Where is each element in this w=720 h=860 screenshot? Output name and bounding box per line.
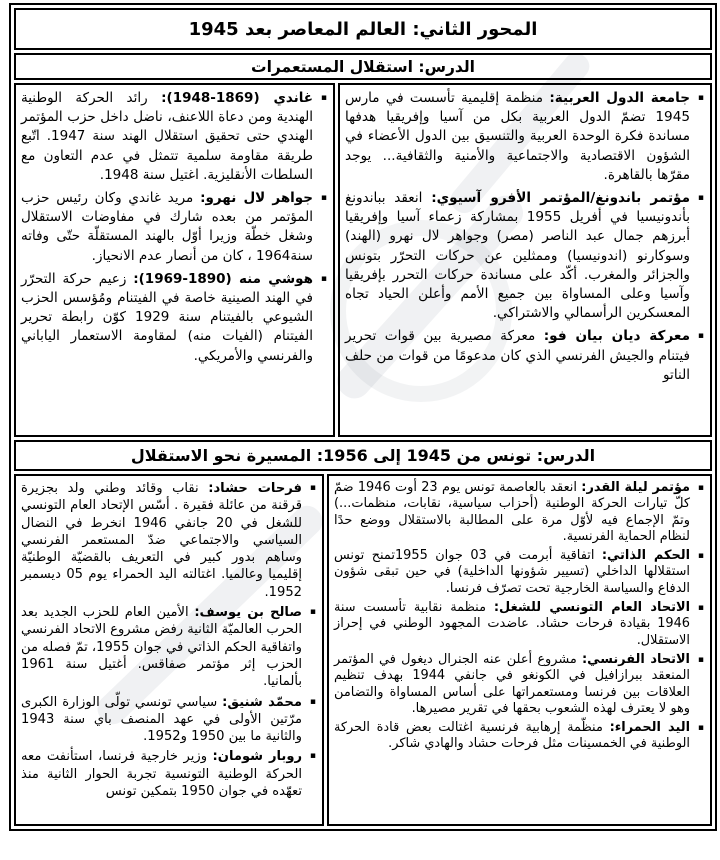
definition-text: نقاب وقائد وطني ولد بجزيرة قرقنة من عائلة فقيرة . أسّس الإتحاد العام التونسي للشغل في 20 جانفي 1946 انخرط في النضال السياسي والاجتماعي ضدّ المستعمر الفرنسي وساهم بدور كبير في التعريف بالقضيّة الوطنيّة إقليميا وعالميا. اغتالته اليد الحمراء يوم 05 ديسمبر 1952. [21,481,302,600]
bullet-icon: ▪ [309,751,316,762]
definition-item [334,480,705,545]
definition-term: معركة ديان بيان فو: [543,328,690,345]
definition-text: معركة مصيرية بين قوات تحرير فيتنام والجيش الفرنسي الذي كان مدعومًا من قوات من حلف الناتو [345,328,690,383]
bullet-icon: ▪ [309,483,316,493]
definition-item [21,89,328,185]
chapter-title: المحور الثاني: العالم المعاصر بعد 1945 [14,8,712,50]
lesson1-columns [14,83,712,437]
definition-term: روبار شومان: [212,749,302,765]
bullet-icon: ▪ [320,193,327,204]
definition-item [21,270,328,366]
definition-item [345,89,705,185]
definition-item [334,652,705,717]
definition-term: غاندي (‭1948-1869‬): [161,90,314,106]
definition-item [21,189,328,266]
definition-term: الحكم الذاتي: [601,548,691,564]
definition-item [21,480,317,601]
definition-term: جواهر لال نهرو: [200,190,313,207]
bullet-icon: ▪ [697,331,704,342]
definition-text: منظّمة إرهابية فرنسية اغتالت بعض قادة الحركة الوطنية في الخمسينات مثل فرحات حشاد والهادي شاكر. [334,720,690,752]
definition-text: انعقد بالعاصمة تونس يوم 23 أوت 1946 ضمّ كلّ تيارات الحركة الوطنية (أحزاب سياسية، نقابات، منظمات...) وتمّ الإجماع فيه لأوّل مرة على المطالبة بالاستقلال ووضع حدًا لنظام الحماية الفرنسية. [334,480,690,544]
definition-item [334,548,705,597]
bullet-icon: ▪ [697,93,704,103]
definition-item [21,748,317,800]
bullet-icon: ▪ [697,603,704,614]
definition-text: اتفاقية أبرمت في 03 جوان 1955تمنح تونس استقلالها الداخلي (تسيير شؤونها الداخلية) في حين تبقى شؤون الدفاع والسياسة الخارجية تحت تصرّف فرنسا. [334,548,690,596]
definition-term: محمّد شنيق: [222,694,302,710]
bullet-icon: ▪ [697,483,704,493]
definition-text: منظمة نقابية تأسست سنة 1946 بقيادة فرحات حشاد. عاضدت المجهود الوطني في إحراز الاستقلال. [334,600,690,648]
definition-text: انعقد بباندونغ بأندونيسيا في أفريل 1955 بمشاركة زعماء آسيا وإفريقيا أبرزهم جمال عبد الناصر (مصر) وجواهر لال نهرو (الهند) وسوكارنو (اندونيسيا) وممثلين عن حركات التحرّر بتونس والجزائر والمغرب. أكّد على مساندة حركات التحرر بإفريقيا وآسيا وعلى المساواة بين جميع الأمم وأعلن الحياد تجاه المعسكرين الرأسمالي والاشتراكي. [345,190,690,322]
bullet-icon: ▪ [697,193,704,204]
definition-item [334,600,705,649]
definition-term: هوشي منه (‭1969-1890‬): [133,270,314,287]
definition-term: الاتحاد العام التونسي للشغل: [493,600,690,616]
definition-term: مؤتمر باندونغ/المؤتمر الأفرو آسيوي: [431,190,690,207]
definition-term: فرحات حشاد: [208,481,302,496]
definition-item [21,694,317,746]
definition-term: جامعة الدول العربية: [549,90,690,106]
definition-text: سياسي تونسي تولّى الوزارة الكبرى مرّتين الأولى في عهد المنصف باي سنة 1943 والثانية ما بين 1950 و1952. [21,694,302,745]
definition-text: رائد الحركة الوطنية الهندية ومن دعاة اللاعنف، ناضل داخل حزب المؤتمر الهندي حتى تحقيق استقلال الهند سنة 1947. اتّبع طريقة مقاومة سلمية تتمثل في عدم التعاون مع السلطات الأنقليزية. اغتيل سنة 1948. [21,90,313,183]
lesson2-left-column [14,474,324,826]
lesson1-left-column [14,83,335,437]
lesson2-right-column [327,474,712,826]
lesson1-title: الدرس: استقلال المستعمرات [14,53,712,80]
bullet-icon: ▪ [309,607,316,618]
lesson2-columns [14,474,712,826]
definition-text: مريد غاندي وكان رئيس حزب المؤتمر من بعده شارك في مفاوضات الاستقلال وشغل خطّة وزيرا أوّل بالهند المستقلّة حتّى وفاته سنة1964 ، كان من أنصار عدم الانحياز. [21,190,313,264]
definition-text: منظمة إقليمية تأسست في مارس 1945 تضمّ الدول العربية بكل من آسيا وإفريقيا هدفها مساندة فكرة الوحدة العربية والتنسيق بين الدول الأعضاء في الشؤون الاقتصادية والاجتماعية والأمنية والثقافية... يوجد مقرّها بالقاهرة. [345,90,690,183]
definition-term: اليد الحمراء: [609,720,690,736]
definition-text: وزير خارجية فرنسا، استأنفت معه الحركة الوطنية التونسية تجربة الحوار الثانية منذ تعهّده في جوان 1950 بتمكين تونس [21,749,302,800]
bullet-icon: ▪ [320,273,327,284]
worksheet-table [9,3,717,831]
definition-text: مشروع أعلن عنه الجنرال ديغول في المؤتمر المنعقد ببرازافيل في الكونغو في جانفي 1944 بهدف تنظيم العلاقات بين فرنسا ومستعمراتها على أساس المساواة والتضامن وهو لا يعترف لهذه الشعوب بحقها في تقرير مصيرها. [334,651,690,716]
definition-text: الأمين العام للحزب الجديد بعد الحرب العالميّة الثانية رفض مشروع الاتحاد الفرنسي واتفاقية الحكم الذاتي في جوان 1955، تمّ فصله من الحزب إثر مؤتمر صفاقس. أغتيل سنة 1961 بألمانيا. [21,605,302,690]
definition-item [334,720,705,753]
bullet-icon: ▪ [697,723,704,734]
definition-item [345,327,705,385]
lesson2-title: الدرس: تونس من 1945 إلى 1956: المسيرة نحو الاستقلال [14,440,712,471]
bullet-icon: ▪ [697,551,704,562]
definition-item [345,189,705,323]
bullet-icon: ▪ [697,654,704,665]
definition-term: مؤتمر ليلة القدر: [581,480,691,495]
definition-text: زعيم حركة التحرّر في الهند الصينية خاصة في الفيتنام ومُؤسس الحزب الشيوعي بالفيتنام سنة 1929 كوّن رابطة تحرير الفيتنام (الفيات منه) لمقاومة الاستعمار الياباني والفرنسي والأمريكي. [21,270,313,364]
lesson1-right-column [338,83,712,437]
definition-term: الاتحاد الفرنسي: [582,651,690,667]
definition-term: صالح بن يوسف: [194,605,302,621]
bullet-icon: ▪ [309,696,316,707]
bullet-icon: ▪ [320,93,327,103]
definition-item [21,604,317,690]
